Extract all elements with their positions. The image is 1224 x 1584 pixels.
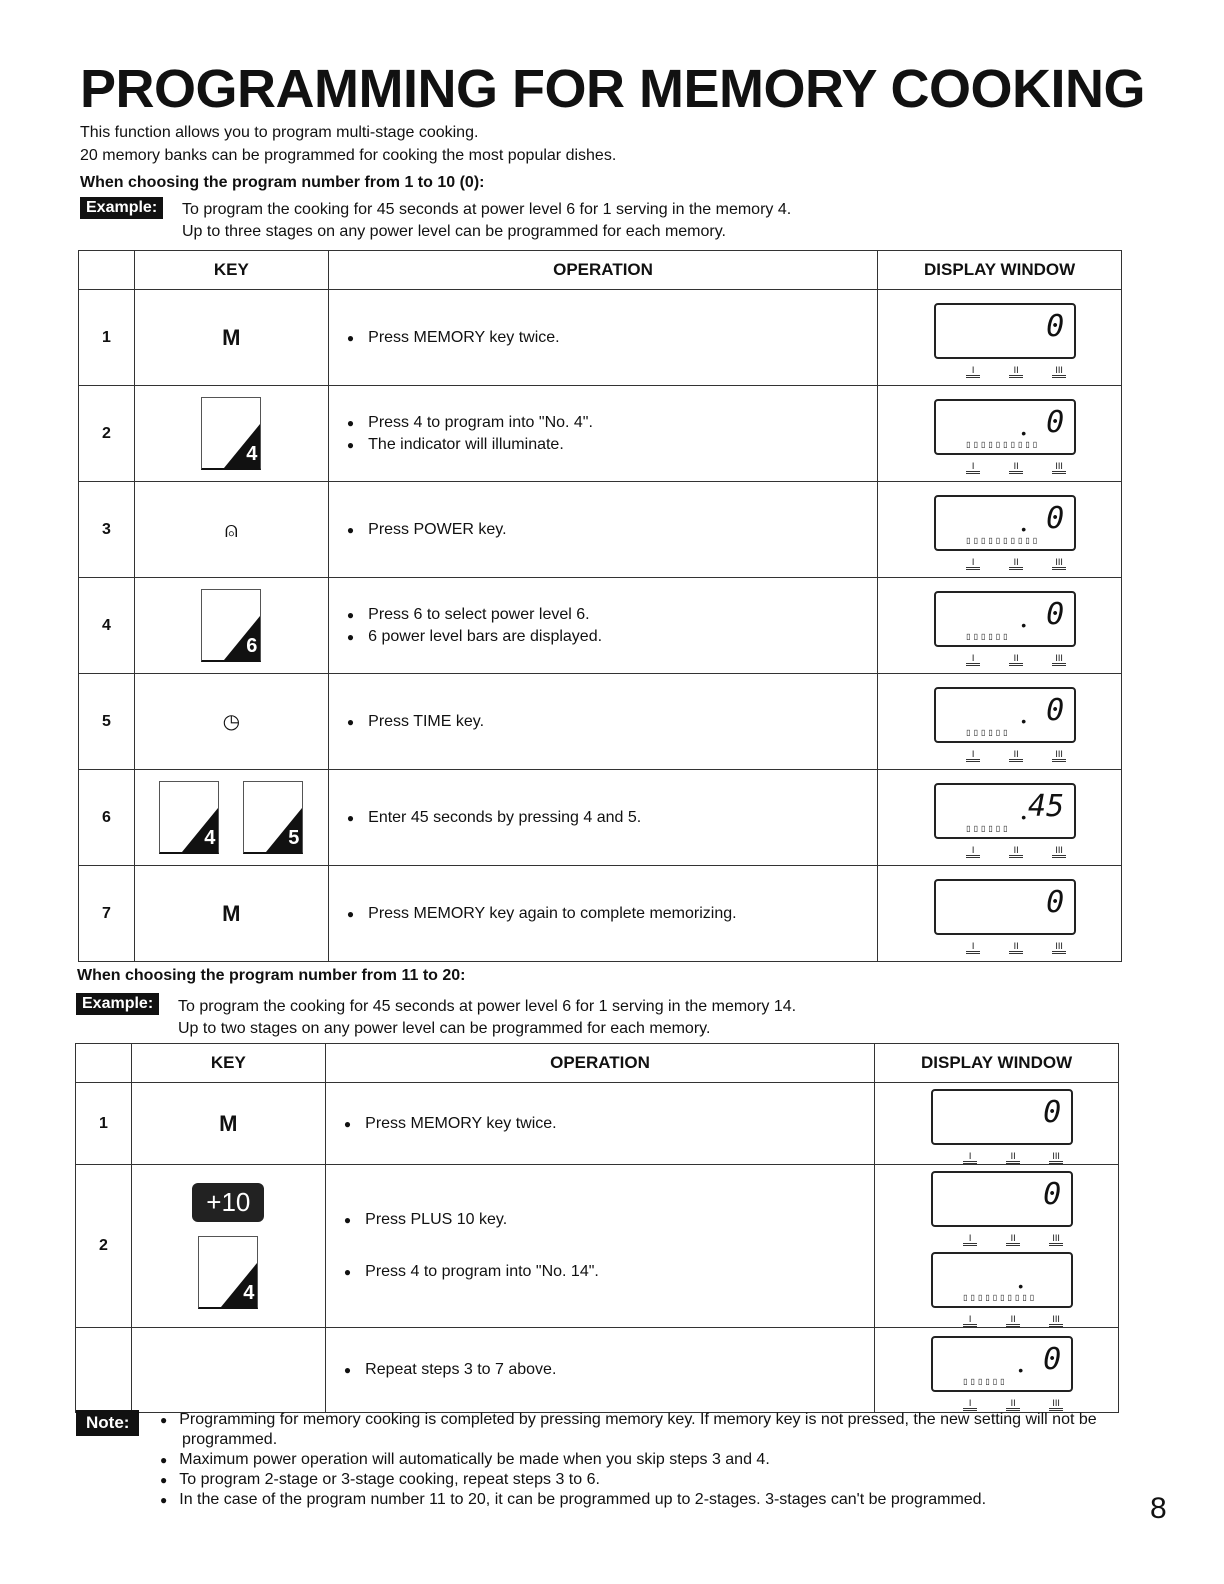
intro-line: This function allows you to program multi-stage cooking. (80, 124, 479, 141)
lcd-dot: • (1018, 1278, 1024, 1294)
operation-cell (328, 482, 877, 578)
serving-icon: III (1052, 557, 1066, 570)
operation-text: ● Press PLUS 10 key. (344, 1211, 874, 1229)
step-number: 3 (79, 482, 135, 578)
lcd-dot: • (1021, 617, 1027, 633)
table-header (79, 251, 1122, 290)
number-key-icon (201, 397, 261, 470)
lcd-digits: 0 (1046, 597, 1065, 632)
operation-text: ● Press TIME key. (347, 713, 877, 731)
header-key: KEY (134, 251, 328, 290)
serving-indicators (966, 365, 1066, 378)
operation-cell (328, 770, 877, 866)
serving-indicators (963, 1314, 1063, 1327)
time-key-icon: ◷ (222, 711, 241, 733)
lcd-digits: 0 (1043, 1095, 1062, 1130)
key-cell (134, 674, 328, 770)
note-item: ● Programming for memory cooking is completed by pressing memory key. If memory key is not pressed, the new setting will not be programmed. (160, 1410, 1100, 1450)
header-key: KEY (131, 1044, 325, 1083)
lcd-display (934, 399, 1076, 455)
step-number: 1 (76, 1083, 132, 1165)
serving-icon: I (966, 557, 980, 570)
power-level-bars: ▯▯▯▯▯▯ (966, 728, 1011, 737)
memory-key-icon: M (222, 324, 241, 350)
serving-icon: III (1052, 365, 1066, 378)
operation-cell (328, 290, 877, 386)
step-number: 6 (79, 770, 135, 866)
key-number: 5 (288, 827, 300, 849)
lcd-dot: • (1021, 809, 1027, 825)
lcd-display (931, 1336, 1073, 1392)
serving-icon: III (1052, 653, 1066, 666)
lcd-digits: 0 (1043, 1177, 1062, 1212)
step-number: 2 (79, 386, 135, 482)
steps-table-1 (78, 250, 1122, 962)
table-header (76, 1044, 1119, 1083)
example-badge: Example: (80, 197, 163, 219)
table-row (79, 770, 1122, 866)
serving-icon: II (1009, 461, 1023, 474)
display-cell (878, 866, 1122, 962)
serving-icon: III (1052, 461, 1066, 474)
header-operation: OPERATION (325, 1044, 874, 1083)
serving-indicators (966, 845, 1066, 858)
number-key-icon (201, 589, 261, 662)
header-display: DISPLAY WINDOW (875, 1044, 1119, 1083)
note-item: ● Maximum power operation will automatically be made when you skip steps 3 and 4. (160, 1450, 1100, 1470)
serving-icon: III (1052, 845, 1066, 858)
step-number (76, 1328, 132, 1413)
example-line: To program the cooking for 45 seconds at power level 6 for 1 serving in the memory 4. (182, 201, 792, 218)
lcd-dot: • (1018, 1361, 1024, 1378)
memory-key-icon: M (219, 1110, 238, 1136)
lcd-display (931, 1252, 1073, 1308)
serving-indicators (966, 653, 1066, 666)
serving-icon: III (1052, 749, 1066, 762)
operation-cell (328, 674, 877, 770)
display-cell (878, 770, 1122, 866)
serving-icon: III (1049, 1314, 1063, 1327)
display-cell (875, 1328, 1119, 1413)
operation-text: ● Press MEMORY key twice. (344, 1115, 874, 1133)
note-item: ● To program 2-stage or 3-stage cooking, repeat steps 3 to 6. (160, 1470, 1100, 1490)
key-cell (131, 1328, 325, 1413)
table-row (76, 1328, 1119, 1413)
memory-key-icon: M (222, 900, 241, 926)
operation-text: ● Press 4 to program into "No. 4". (347, 414, 877, 432)
lcd-digits: 0 (1046, 501, 1065, 536)
lcd-display (934, 495, 1076, 551)
operation-cell (325, 1083, 874, 1165)
key-cell (131, 1083, 325, 1165)
intro-line: 20 memory banks can be programmed for cooking the most popular dishes. (80, 147, 617, 164)
operation-text: ● Press 4 to program into "No. 14". (344, 1263, 874, 1281)
display-cell (878, 482, 1122, 578)
operation-text: ● Repeat steps 3 to 7 above. (344, 1361, 874, 1379)
serving-icon: III (1049, 1151, 1063, 1164)
number-key-icon (243, 781, 303, 854)
lcd-display (931, 1171, 1073, 1227)
serving-indicators (963, 1398, 1063, 1411)
step-number: 2 (76, 1165, 132, 1328)
table-row (76, 1165, 1119, 1328)
serving-icon: II (1009, 749, 1023, 762)
note-badge: Note: (76, 1410, 139, 1436)
serving-indicators (966, 941, 1066, 954)
lcd-display (931, 1089, 1073, 1145)
table-row (79, 386, 1122, 482)
serving-indicators (966, 461, 1066, 474)
serving-icon: II (1009, 653, 1023, 666)
power-level-bars: ▯▯▯▯▯▯ (963, 1376, 1008, 1386)
section1-heading: When choosing the program number from 1 to 10 (0): (80, 174, 485, 191)
lcd-display (934, 879, 1076, 935)
operation-text: ● Press 6 to select power level 6. (347, 606, 877, 624)
serving-icon: II (1006, 1233, 1020, 1246)
example-line: Up to two stages on any power level can be programmed for each memory. (178, 1020, 711, 1037)
step-number: 1 (79, 290, 135, 386)
serving-icon: II (1009, 557, 1023, 570)
power-level-bars: ▯▯▯▯▯▯▯▯▯▯ (966, 440, 1041, 449)
display-cell (875, 1165, 1119, 1328)
example-badge: Example: (76, 993, 159, 1015)
number-key-icon (198, 1236, 258, 1309)
page-number: 8 (1150, 1492, 1167, 1525)
note-item: ● In the case of the program number 11 to 20, it can be programmed up to 2-stages. 3-stages can't be programmed. (160, 1490, 1100, 1510)
serving-icon: III (1052, 941, 1066, 954)
table-row (76, 1083, 1119, 1165)
lcd-display (934, 303, 1076, 359)
serving-icon: I (966, 845, 980, 858)
serving-indicators (966, 557, 1066, 570)
operation-text: ● Press POWER key. (347, 521, 877, 539)
operation-text: ● Press MEMORY key again to complete memorizing. (347, 905, 877, 923)
lcd-display (934, 783, 1076, 839)
serving-indicators (963, 1233, 1063, 1246)
lcd-digits: 45 (1028, 789, 1065, 824)
display-cell (878, 290, 1122, 386)
table-row (79, 290, 1122, 386)
key-cell (131, 1165, 325, 1328)
table-row (79, 578, 1122, 674)
step-number: 7 (79, 866, 135, 962)
notes-list (160, 1410, 1100, 1510)
power-level-bars: ▯▯▯▯▯▯ (966, 632, 1011, 641)
steps-table-2 (75, 1043, 1119, 1413)
operation-text: ● Press MEMORY key twice. (347, 329, 877, 347)
serving-icon: III (1049, 1398, 1063, 1411)
header-operation: OPERATION (328, 251, 877, 290)
serving-icon: II (1006, 1314, 1020, 1327)
operation-cell (325, 1328, 874, 1413)
example-text (178, 996, 796, 1040)
display-cell (878, 674, 1122, 770)
serving-icon: I (966, 365, 980, 378)
page-title: PROGRAMMING FOR MEMORY COOKING (80, 59, 1145, 119)
key-cell (134, 578, 328, 674)
serving-icon: I (966, 749, 980, 762)
header-display: DISPLAY WINDOW (878, 251, 1122, 290)
key-cell (134, 290, 328, 386)
serving-icon: II (1006, 1398, 1020, 1411)
serving-icon: I (966, 461, 980, 474)
serving-icon: I (966, 653, 980, 666)
display-cell (878, 386, 1122, 482)
operation-text: ● 6 power level bars are displayed. (347, 628, 877, 646)
key-cell (134, 866, 328, 962)
serving-indicators (963, 1151, 1063, 1164)
step-number: 5 (79, 674, 135, 770)
section2-heading: When choosing the program number from 11 to 20: (77, 967, 466, 984)
power-level-bars: ▯▯▯▯▯▯ (966, 824, 1011, 833)
serving-icon: I (963, 1233, 977, 1246)
serving-icon: I (966, 941, 980, 954)
lcd-digits: 0 (1046, 309, 1065, 344)
lcd-dot: • (1021, 425, 1027, 441)
step-number: 4 (79, 578, 135, 674)
example-text (182, 199, 791, 243)
operation-cell (328, 866, 877, 962)
key-number: 4 (204, 827, 216, 849)
power-level-bars: ▯▯▯▯▯▯▯▯▯▯ (966, 536, 1041, 545)
power-key-icon: ⍝ (224, 516, 238, 542)
serving-icon: II (1009, 365, 1023, 378)
lcd-digits: 0 (1046, 405, 1065, 440)
key-cell (134, 482, 328, 578)
operation-text: ● Enter 45 seconds by pressing 4 and 5. (347, 809, 877, 827)
key-cell (134, 770, 328, 866)
serving-icon: II (1006, 1151, 1020, 1164)
operation-text: ● The indicator will illuminate. (347, 436, 877, 454)
operation-cell (325, 1165, 874, 1328)
key-cell (134, 386, 328, 482)
lcd-digits: 0 (1046, 693, 1065, 728)
lcd-display (934, 687, 1076, 743)
display-cell (875, 1083, 1119, 1165)
key-number: 4 (243, 1282, 255, 1304)
serving-icon: III (1049, 1233, 1063, 1246)
serving-icon: II (1009, 941, 1023, 954)
key-number: 6 (246, 635, 258, 657)
lcd-display (934, 591, 1076, 647)
table-row (79, 482, 1122, 578)
lcd-digits: 0 (1046, 885, 1065, 920)
serving-indicators (966, 749, 1066, 762)
serving-icon: II (1009, 845, 1023, 858)
power-level-bars: ▯▯▯▯▯▯▯▯▯▯ (963, 1293, 1038, 1302)
serving-icon: I (963, 1398, 977, 1411)
example-line: To program the cooking for 45 seconds at power level 6 for 1 serving in the memory 14. (178, 998, 797, 1015)
serving-icon: I (963, 1151, 977, 1164)
operation-cell (328, 386, 877, 482)
operation-cell (328, 578, 877, 674)
display-cell (878, 578, 1122, 674)
lcd-dot: • (1021, 713, 1027, 729)
lcd-digits: 0 (1043, 1341, 1062, 1377)
table-row (79, 674, 1122, 770)
key-number: 4 (246, 443, 258, 465)
number-key-icon (159, 781, 219, 854)
example-line: Up to three stages on any power level can be programmed for each memory. (182, 223, 726, 240)
lcd-dot: • (1021, 521, 1027, 537)
serving-icon: I (963, 1314, 977, 1327)
table-row (79, 866, 1122, 962)
plus-10-key-icon: +10 (192, 1183, 264, 1222)
